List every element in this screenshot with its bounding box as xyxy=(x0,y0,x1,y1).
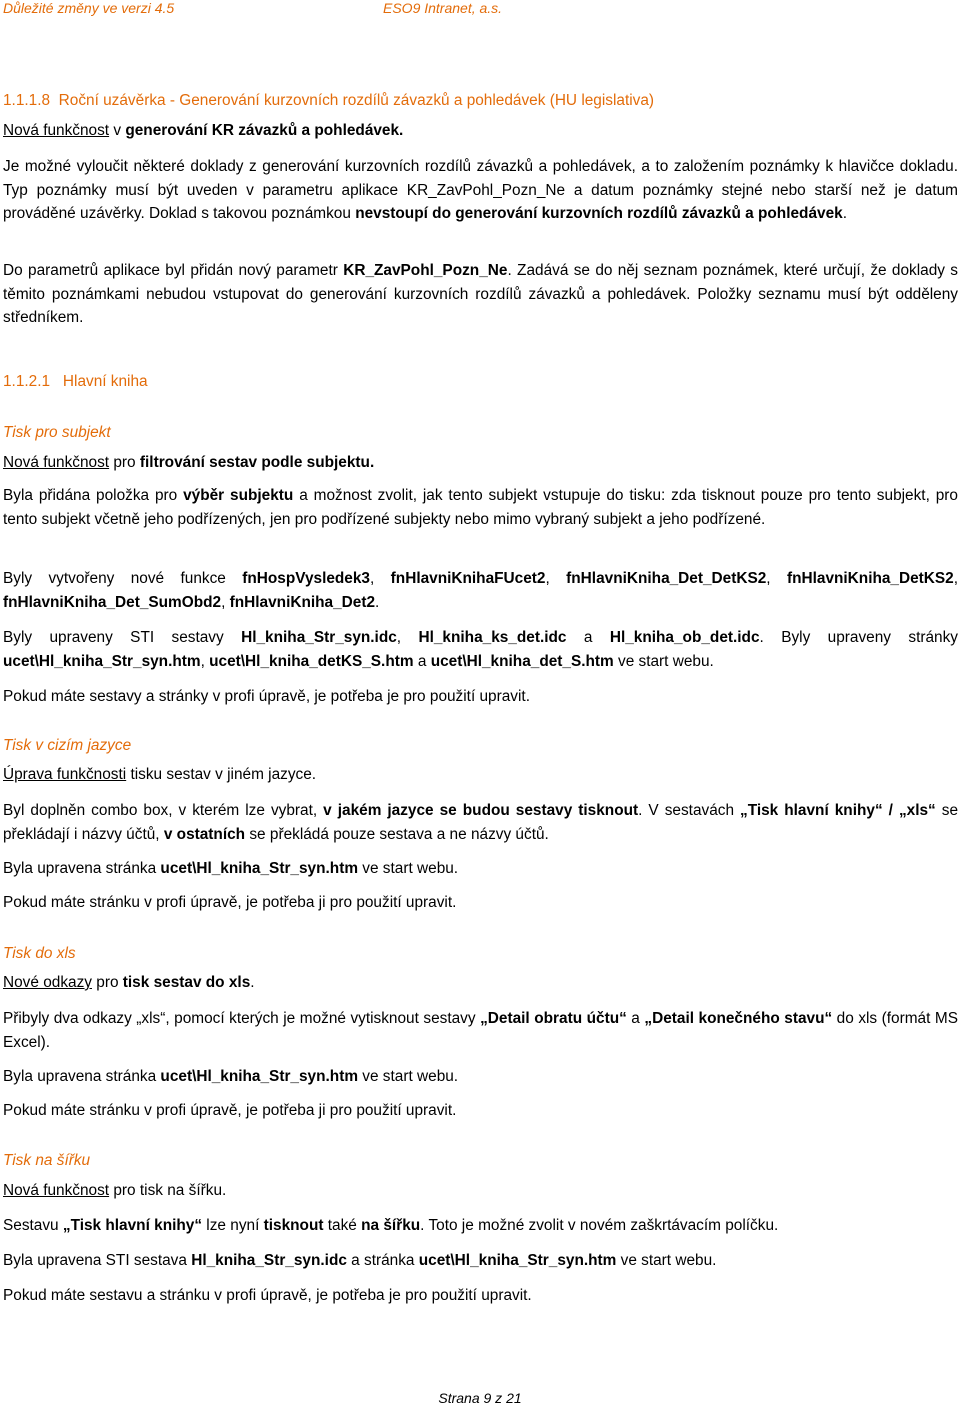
subheading-tisk-na-sirku: Tisk na šířku xyxy=(3,1152,91,1169)
s1-new-line: Nová funkčnost v generování KR závazků a pohledávek. xyxy=(3,122,404,139)
new-feature-label: Nová funkčnost xyxy=(3,122,110,139)
s1-paragraph-2: Do parametrů aplikace byl přidán nový parametr KR_ZavPohl_Pozn_Ne. Zadává se do něj seznam poznámek, které určují, že doklady s těmito poznámkami nebudou vstupovat do generování kurzovních rozdílů závazků a pohledávek. Položky seznamu musí být odděleny středníkem. xyxy=(3,262,958,326)
subheading-tisk-pro-subjekt: Tisk pro subjekt xyxy=(3,424,111,441)
t4-paragraph-2: Byla upravena STI sestava Hl_kniha_Str_syn.idc a stránka ucet\Hl_kniha_Str_syn.htm ve start webu. xyxy=(3,1252,717,1269)
t2-paragraph-1: Byl doplněn combo box, v kterém lze vybrat, v jakém jazyce se budou sestavy tisknout. V sestavách „Tisk hlavní knihy“ / „xls“ se překládají i názvy účtů, v ostatních se překládá pouze sestava a ne názvy účtů. xyxy=(3,802,959,843)
t2-paragraph-3: Pokud máte stránku v profi úpravě, je potřeba ji pro použití upravit. xyxy=(3,894,457,911)
t2-paragraph-2: Byla upravena stránka ucet\Hl_kniha_Str_syn.htm ve start webu. xyxy=(3,860,459,877)
t1-paragraph-2: Byly vytvořeny nové funkce fnHospVysledek3, fnHlavniKnihaFUcet2, fnHlavniKniha_Det_DetKS2, fnHlavniKniha_DetKS2, fnHlavniKniha_Det_SumObd2, fnHlavniKniha_Det2. xyxy=(3,570,959,611)
page-number: Strana 9 z 21 xyxy=(438,1390,522,1406)
header-left: Důležité změny ve verzi 4.5 xyxy=(3,0,175,16)
t3-new-line: Nové odkazy pro tisk sestav do xls. xyxy=(3,974,255,991)
t4-paragraph-3: Pokud máte sestavu a stránku v profi úpravě, je potřeba je pro použití upravit. xyxy=(3,1287,532,1304)
t3-paragraph-1: Přibyly dva odkazy „xls“, pomocí kterých je možné vytisknout sestavy „Detail obratu účtu“ a „Detail konečného stavu“ do xls (formát MS Excel). xyxy=(3,1010,958,1051)
section-heading-1121: 1.1.2.1 Hlavní kniha xyxy=(3,373,148,390)
t1-paragraph-3: Byly upraveny STI sestavy Hl_kniha_Str_syn.idc, Hl_kniha_ks_det.idc a Hl_kniha_ob_det.idc. Byly upraveny stránky ucet\Hl_kniha_Str_syn.htm, ucet\Hl_kniha_detKS_S.htm a ucet\Hl_kniha_det_S.htm ve start webu. xyxy=(3,629,958,670)
t1-paragraph-4: Pokud máte sestavy a stránky v profi úpravě, je potřeba je pro použití upravit. xyxy=(3,688,530,705)
t3-paragraph-3: Pokud máte stránku v profi úpravě, je potřeba ji pro použití upravit. xyxy=(3,1102,457,1119)
subheading-tisk-v-cizim-jazyce: Tisk v cizím jazyce xyxy=(3,737,132,754)
t2-new-line: Úprava funkčnosti tisku sestav v jiném jazyce. xyxy=(3,766,317,783)
t1-paragraph-1: Byla přidána položka pro výběr subjektu a možnost zvolit, jak tento subjekt vstupuje do tisku: zda tisknout pouze pro tento subjekt, pro tento subjekt včetně jeho podřízených, jen pro podřízené subjekty nebo mimo vybraný subjekt a jeho podřízené. xyxy=(3,487,958,528)
t1-new-line: Nová funkčnost pro filtrování sestav podle subjektu. xyxy=(3,454,375,471)
t4-new-line: Nová funkčnost pro tisk na šířku. xyxy=(3,1182,227,1199)
subheading-tisk-do-xls: Tisk do xls xyxy=(3,945,76,962)
t3-paragraph-2: Byla upravena stránka ucet\Hl_kniha_Str_syn.htm ve start webu. xyxy=(3,1068,459,1085)
t4-paragraph-1: Sestavu „Tisk hlavní knihy“ lze nyní tisknout také na šířku. Toto je možné zvolit v novém zaškrtávacím políčku. xyxy=(3,1217,779,1234)
header-center: ESO9 Intranet, a.s. xyxy=(383,0,503,16)
section-heading-1118: 1.1.1.8 Roční uzávěrka - Generování kurzovních rozdílů závazků a pohledávek (HU legislativa) xyxy=(3,92,655,109)
s1-paragraph-1: Je možné vyloučit některé doklady z generování kurzovních rozdílů závazků a pohledávek, a to založením poznámky k hlavičce dokladu. Typ poznámky musí být uveden v parametru aplikace KR_ZavPohl_Pozn_Ne a datum poznámky stejné nebo starší než je datum prováděné uzávěrky. Doklad s takovou poznámkou nevstoupí do generování kurzovních rozdílů závazků a pohledávek. xyxy=(3,158,958,222)
